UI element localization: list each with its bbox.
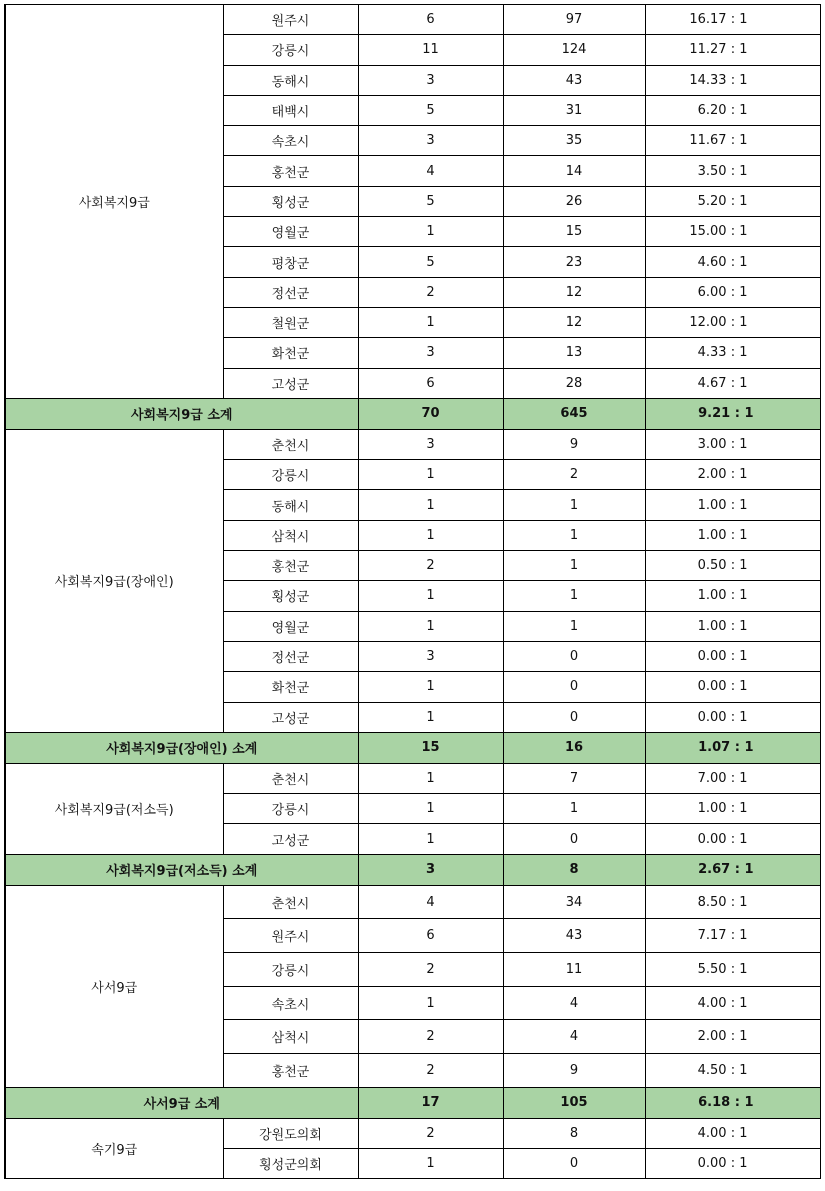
region-cell: 평창군 [223, 247, 358, 277]
applicants-cell: 31 [503, 95, 645, 125]
ratio-cell: 1.00 : 1 [645, 581, 820, 611]
ratio-cell: 0.00 : 1 [645, 702, 820, 732]
ratio-cell: 0.00 : 1 [645, 641, 820, 671]
region-cell: 고성군 [223, 702, 358, 732]
applicants-cell: 34 [503, 885, 645, 919]
region-cell: 동해시 [223, 490, 358, 520]
region-cell: 춘천시 [223, 763, 358, 793]
subtotal-ratio: 9.21 : 1 [645, 398, 820, 429]
subtotal-row [5, 398, 820, 429]
ratio-cell: 2.00 : 1 [645, 1020, 820, 1054]
applicants-cell: 97 [503, 5, 645, 35]
subtotal-label: 사회복지9급(장애인) 소계 [5, 732, 358, 763]
positions-cell: 5 [358, 186, 503, 216]
ratio-cell: 2.00 : 1 [645, 460, 820, 490]
subtotal-row [5, 854, 820, 885]
table-row [5, 5, 820, 35]
table-row [5, 885, 820, 919]
subtotal-row [5, 732, 820, 763]
applicants-cell: 124 [503, 35, 645, 65]
region-cell: 홍천군 [223, 551, 358, 581]
ratio-cell: 6.00 : 1 [645, 277, 820, 307]
subtotal-applicants: 16 [503, 732, 645, 763]
ratio-cell: 14.33 : 1 [645, 65, 820, 95]
region-cell: 삼척시 [223, 520, 358, 550]
ratio-cell: 0.00 : 1 [645, 672, 820, 702]
region-cell: 강릉시 [223, 460, 358, 490]
region-cell: 고성군 [223, 368, 358, 398]
positions-cell: 6 [358, 919, 503, 953]
positions-cell: 3 [358, 126, 503, 156]
ratio-cell: 6.20 : 1 [645, 95, 820, 125]
ratio-cell: 16.17 : 1 [645, 5, 820, 35]
positions-cell: 2 [358, 953, 503, 987]
region-cell: 철원군 [223, 307, 358, 337]
positions-cell: 1 [358, 307, 503, 337]
positions-cell: 6 [358, 368, 503, 398]
category-cell: 사회복지9급(장애인) [5, 429, 223, 732]
subtotal-ratio: 6.18 : 1 [645, 1087, 820, 1118]
applicants-cell: 43 [503, 65, 645, 95]
positions-cell: 1 [358, 702, 503, 732]
table-row [5, 429, 820, 459]
applicants-cell: 1 [503, 520, 645, 550]
region-cell: 홍천군 [223, 156, 358, 186]
positions-cell: 1 [358, 460, 503, 490]
region-cell: 원주시 [223, 919, 358, 953]
ratio-cell: 7.17 : 1 [645, 919, 820, 953]
table-row [5, 1118, 820, 1148]
region-cell: 정선군 [223, 277, 358, 307]
applicants-cell: 9 [503, 429, 645, 459]
region-cell: 태백시 [223, 95, 358, 125]
applicants-cell: 1 [503, 581, 645, 611]
ratio-cell: 1.00 : 1 [645, 490, 820, 520]
ratio-cell: 3.00 : 1 [645, 429, 820, 459]
positions-cell: 2 [358, 1118, 503, 1148]
positions-cell: 3 [358, 429, 503, 459]
subtotal-positions: 17 [358, 1087, 503, 1118]
ratio-cell: 12.00 : 1 [645, 307, 820, 337]
applicants-cell: 43 [503, 919, 645, 953]
ratio-cell: 1.00 : 1 [645, 611, 820, 641]
ratio-cell: 4.00 : 1 [645, 986, 820, 1020]
category-cell: 사회복지9급 [5, 5, 223, 399]
applicants-cell: 0 [503, 641, 645, 671]
applicants-cell: 1 [503, 490, 645, 520]
positions-cell: 1 [358, 217, 503, 247]
positions-cell: 1 [358, 611, 503, 641]
ratio-cell: 4.60 : 1 [645, 247, 820, 277]
ratio-cell: 0.00 : 1 [645, 1149, 820, 1179]
ratio-cell: 4.67 : 1 [645, 368, 820, 398]
subtotal-positions: 15 [358, 732, 503, 763]
ratio-cell: 3.50 : 1 [645, 156, 820, 186]
applicants-cell: 0 [503, 824, 645, 854]
positions-cell: 1 [358, 986, 503, 1020]
positions-cell: 1 [358, 763, 503, 793]
positions-cell: 1 [358, 824, 503, 854]
category-cell: 사회복지9급(저소득) [5, 763, 223, 854]
ratio-cell: 1.00 : 1 [645, 520, 820, 550]
ratio-cell: 7.00 : 1 [645, 763, 820, 793]
ratio-cell: 4.50 : 1 [645, 1054, 820, 1088]
positions-cell: 1 [358, 672, 503, 702]
region-cell: 속초시 [223, 986, 358, 1020]
region-cell: 속초시 [223, 126, 358, 156]
region-cell: 동해시 [223, 65, 358, 95]
ratio-cell: 0.50 : 1 [645, 551, 820, 581]
positions-cell: 3 [358, 65, 503, 95]
region-cell: 화천군 [223, 338, 358, 368]
positions-cell: 4 [358, 156, 503, 186]
category-cell: 사서9급 [5, 885, 223, 1087]
ratio-cell: 11.67 : 1 [645, 126, 820, 156]
region-cell: 강릉시 [223, 35, 358, 65]
subtotal-label: 사회복지9급(저소득) 소계 [5, 854, 358, 885]
positions-cell: 5 [358, 247, 503, 277]
applicants-cell: 1 [503, 551, 645, 581]
positions-cell: 3 [358, 641, 503, 671]
positions-cell: 1 [358, 490, 503, 520]
region-cell: 홍천군 [223, 1054, 358, 1088]
region-cell: 영월군 [223, 217, 358, 247]
ratio-cell: 4.33 : 1 [645, 338, 820, 368]
applicants-cell: 14 [503, 156, 645, 186]
applicants-cell: 4 [503, 986, 645, 1020]
ratio-cell: 0.00 : 1 [645, 824, 820, 854]
applicants-cell: 2 [503, 460, 645, 490]
positions-cell: 2 [358, 551, 503, 581]
applicants-cell: 12 [503, 307, 645, 337]
region-cell: 화천군 [223, 672, 358, 702]
subtotal-row [5, 1087, 820, 1118]
positions-cell: 11 [358, 35, 503, 65]
region-cell: 강릉시 [223, 794, 358, 824]
region-cell: 횡성군 [223, 581, 358, 611]
ratio-cell: 8.50 : 1 [645, 885, 820, 919]
subtotal-applicants: 8 [503, 854, 645, 885]
applicants-cell: 0 [503, 702, 645, 732]
positions-cell: 3 [358, 338, 503, 368]
applicants-cell: 1 [503, 794, 645, 824]
applicants-cell: 11 [503, 953, 645, 987]
positions-cell: 6 [358, 5, 503, 35]
positions-cell: 2 [358, 277, 503, 307]
applicants-cell: 4 [503, 1020, 645, 1054]
positions-cell: 1 [358, 794, 503, 824]
ratio-cell: 15.00 : 1 [645, 217, 820, 247]
applicants-cell: 12 [503, 277, 645, 307]
applicants-cell: 13 [503, 338, 645, 368]
region-cell: 횡성군 [223, 186, 358, 216]
region-cell: 원주시 [223, 5, 358, 35]
applicants-cell: 8 [503, 1118, 645, 1148]
applicants-cell: 1 [503, 611, 645, 641]
positions-cell: 1 [358, 520, 503, 550]
applicants-cell: 0 [503, 672, 645, 702]
applicants-cell: 35 [503, 126, 645, 156]
applicants-cell: 9 [503, 1054, 645, 1088]
subtotal-label: 사회복지9급 소계 [5, 398, 358, 429]
category-cell: 속기9급 [5, 1118, 223, 1179]
region-cell: 영월군 [223, 611, 358, 641]
applicants-cell: 0 [503, 1149, 645, 1179]
positions-cell: 2 [358, 1054, 503, 1088]
applicants-cell: 23 [503, 247, 645, 277]
recruitment-competition-table [4, 4, 821, 1179]
region-cell: 강원도의회 [223, 1118, 358, 1148]
subtotal-label: 사서9급 소계 [5, 1087, 358, 1118]
positions-cell: 1 [358, 581, 503, 611]
region-cell: 고성군 [223, 824, 358, 854]
applicants-cell: 15 [503, 217, 645, 247]
ratio-cell: 5.50 : 1 [645, 953, 820, 987]
region-cell: 정선군 [223, 641, 358, 671]
region-cell: 강릉시 [223, 953, 358, 987]
positions-cell: 4 [358, 885, 503, 919]
ratio-cell: 5.20 : 1 [645, 186, 820, 216]
applicants-cell: 28 [503, 368, 645, 398]
region-cell: 춘천시 [223, 885, 358, 919]
subtotal-positions: 3 [358, 854, 503, 885]
subtotal-applicants: 105 [503, 1087, 645, 1118]
subtotal-applicants: 645 [503, 398, 645, 429]
applicants-cell: 26 [503, 186, 645, 216]
ratio-cell: 11.27 : 1 [645, 35, 820, 65]
positions-cell: 5 [358, 95, 503, 125]
positions-cell: 2 [358, 1020, 503, 1054]
applicants-cell: 7 [503, 763, 645, 793]
ratio-cell: 4.00 : 1 [645, 1118, 820, 1148]
region-cell: 삼척시 [223, 1020, 358, 1054]
ratio-cell: 1.00 : 1 [645, 794, 820, 824]
positions-cell: 1 [358, 1149, 503, 1179]
table-row [5, 763, 820, 793]
region-cell: 춘천시 [223, 429, 358, 459]
subtotal-ratio: 1.07 : 1 [645, 732, 820, 763]
subtotal-positions: 70 [358, 398, 503, 429]
region-cell: 횡성군의회 [223, 1149, 358, 1179]
subtotal-ratio: 2.67 : 1 [645, 854, 820, 885]
